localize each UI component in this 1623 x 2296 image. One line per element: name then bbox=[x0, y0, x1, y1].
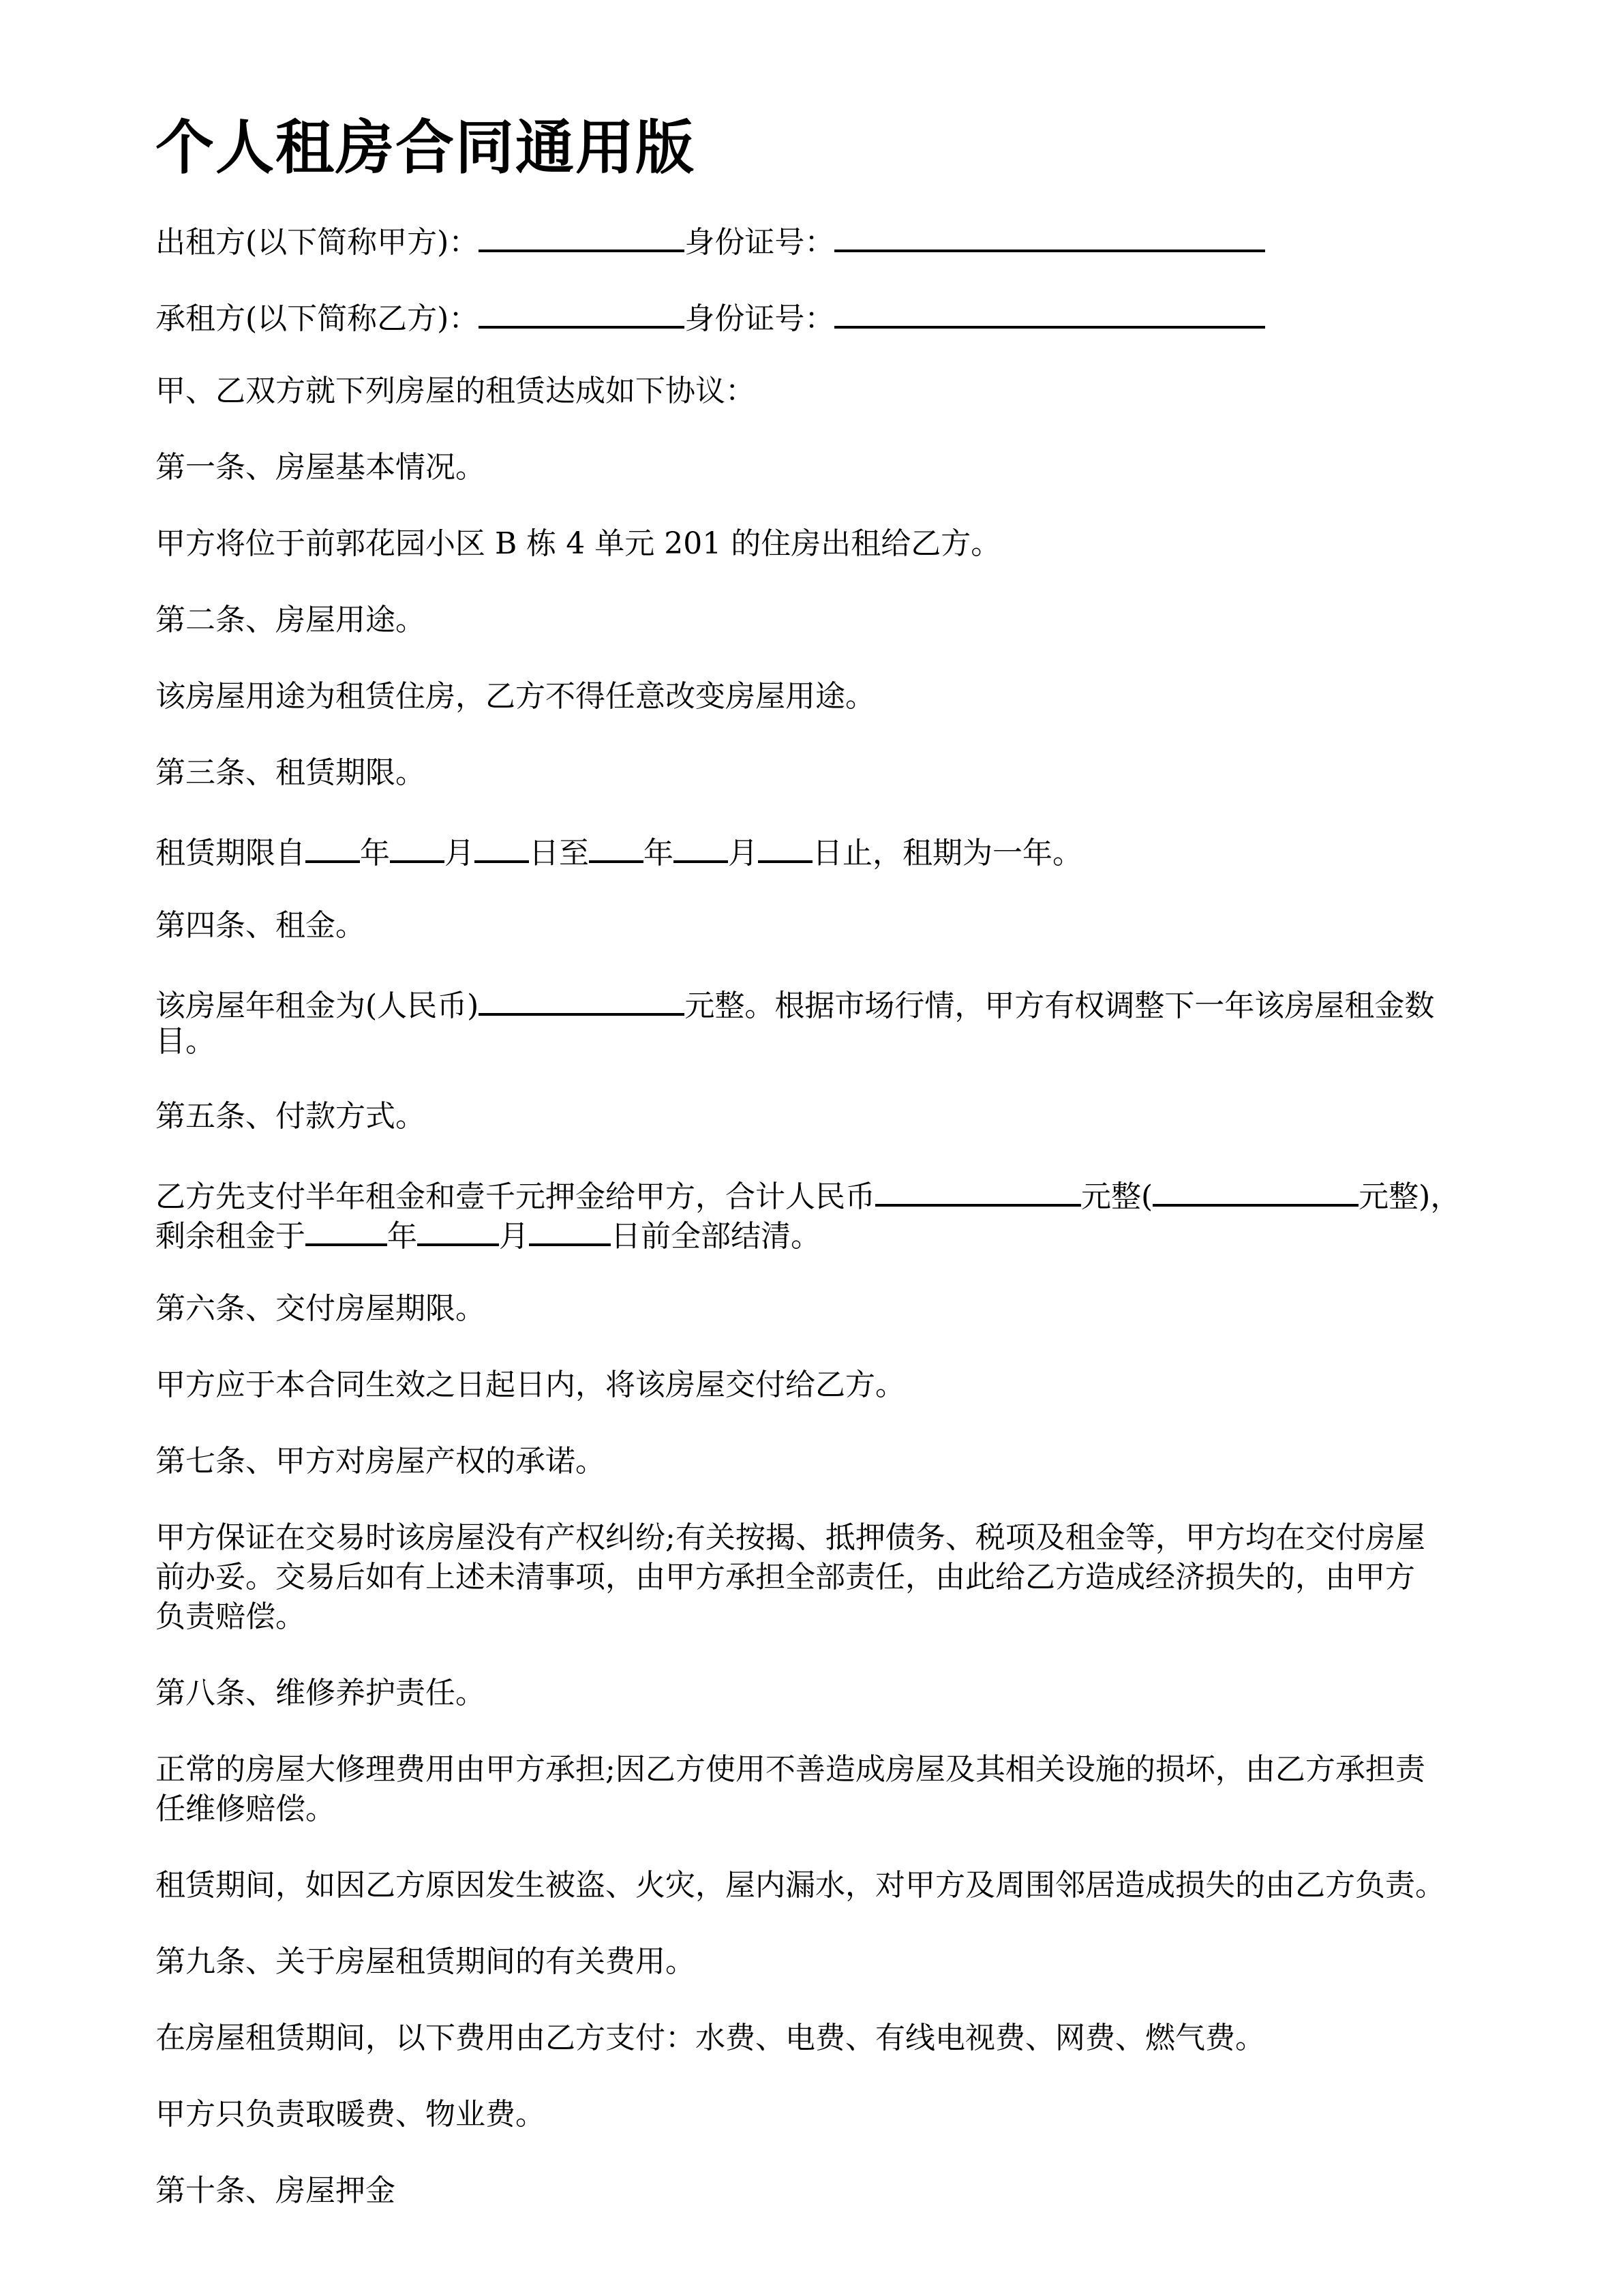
year-label: 年 bbox=[360, 836, 390, 871]
start-day-blank bbox=[474, 829, 529, 863]
article8-line-2: 任维修赔偿。 bbox=[155, 1792, 335, 1826]
day-to-label: 日至 bbox=[529, 836, 589, 871]
lessee-id-blank bbox=[834, 294, 1265, 329]
lessee-label: 承租方(以下简称乙方)： bbox=[155, 301, 479, 336]
month-label: 月 bbox=[499, 1219, 529, 1254]
article7-line-1: 甲方保证在交易时该房屋没有产权纠纷;有关按揭、抵押债务、税项及租金等，甲方均在交付房屋 bbox=[155, 1520, 1425, 1555]
pay-month-blank bbox=[417, 1212, 499, 1246]
intro-text: 甲、乙双方就下列房屋的租赁达成如下协议： bbox=[155, 374, 755, 408]
article9-heading: 第九条、关于房屋租赁期间的有关费用。 bbox=[155, 1944, 695, 1979]
article8-heading: 第八条、维修养护责任。 bbox=[155, 1676, 485, 1710]
month-label: 月 bbox=[444, 836, 474, 871]
lease-term-prefix: 租赁期限自 bbox=[155, 836, 305, 871]
month-label: 月 bbox=[728, 836, 758, 871]
day-end-label: 日止，租期为一年。 bbox=[813, 836, 1082, 871]
rent-line bbox=[155, 982, 1434, 1027]
remaining-suffix: 日前全部结清。 bbox=[611, 1219, 821, 1254]
article1-heading: 第一条、房屋基本情况。 bbox=[155, 450, 485, 485]
article8-line-1: 正常的房屋大修理费用由甲方承担;因乙方使用不善造成房屋及其相关设施的损坏，由乙方承担责 bbox=[155, 1752, 1425, 1787]
article10-heading: 第十条、房屋押金 bbox=[155, 2173, 395, 2208]
payment-line-2 bbox=[155, 1212, 821, 1257]
total-amount-blank bbox=[875, 1173, 1081, 1207]
rent-suffix: 元整。根据市场行情，甲方有权调整下一年该房屋租金数 bbox=[684, 988, 1435, 1023]
payment-prefix: 乙方先支付半年租金和壹千元押金给甲方，合计人民币 bbox=[155, 1179, 875, 1214]
start-month-blank bbox=[390, 829, 444, 863]
lessor-label: 出租方(以下简称甲方)： bbox=[155, 225, 479, 260]
year-label: 年 bbox=[643, 836, 673, 871]
article7-line-2: 前办妥。交易后如有上述未清事项，由甲方承担全部责任，由此给乙方造成经济损失的，由甲方 bbox=[155, 1560, 1415, 1595]
rent-line-2: 目。 bbox=[155, 1024, 215, 1059]
lessee-id-label: 身份证号： bbox=[684, 301, 835, 336]
end-year-blank bbox=[589, 829, 643, 863]
lessor-id-blank bbox=[834, 218, 1265, 252]
article4-heading: 第四条、租金。 bbox=[155, 908, 365, 943]
article7-heading: 第七条、甲方对房屋产权的承诺。 bbox=[155, 1444, 605, 1479]
pay-year-blank bbox=[305, 1212, 387, 1246]
lessor-name-blank bbox=[479, 218, 684, 252]
end-day-blank bbox=[758, 829, 813, 863]
article6-text: 甲方应于本合同生效之日起日内，将该房屋交付给乙方。 bbox=[155, 1368, 905, 1402]
lessee-name-blank bbox=[479, 294, 684, 329]
payment-line bbox=[155, 1173, 1460, 1218]
document-title: 个人租房合同通用版 bbox=[155, 114, 695, 182]
article9-text-1: 在房屋租赁期间，以下费用由乙方支付：水费、电费、有线电视费、网费、燃气费。 bbox=[155, 2021, 1265, 2055]
total-amount-capital-blank bbox=[1153, 1173, 1359, 1207]
lessee-line bbox=[155, 294, 1265, 339]
article1-text: 甲方将位于前郭花园小区 B 栋 4 单元 201 的住房出租给乙方。 bbox=[155, 526, 1001, 561]
article2-heading: 第二条、房屋用途。 bbox=[155, 603, 425, 637]
rent-prefix: 该房屋年租金为(人民币) bbox=[155, 988, 479, 1023]
payment-mid: 元整( bbox=[1081, 1179, 1153, 1214]
end-month-blank bbox=[673, 829, 728, 863]
article3-heading: 第三条、租赁期限。 bbox=[155, 755, 425, 790]
year-label: 年 bbox=[387, 1219, 417, 1254]
article2-text: 该房屋用途为租赁住房，乙方不得任意改变房屋用途。 bbox=[155, 679, 875, 714]
lease-term-line bbox=[155, 829, 1082, 874]
lessor-line bbox=[155, 218, 1265, 263]
pay-day-blank bbox=[529, 1212, 611, 1246]
article8-text-2: 租赁期间，如因乙方原因发生被盗、火灾，屋内漏水，对甲方及周围邻居造成损失的由乙方负责。 bbox=[155, 1868, 1445, 1903]
lessor-id-label: 身份证号： bbox=[684, 225, 835, 260]
article5-heading: 第五条、付款方式。 bbox=[155, 1099, 425, 1134]
article7-line-3: 负责赔偿。 bbox=[155, 1599, 305, 1634]
start-year-blank bbox=[305, 829, 360, 863]
payment-suffix: 元整)， bbox=[1359, 1179, 1461, 1214]
remaining-prefix: 剩余租金于 bbox=[155, 1219, 305, 1254]
article9-text-2: 甲方只负责取暖费、物业费。 bbox=[155, 2097, 545, 2132]
annual-rent-blank bbox=[479, 982, 684, 1016]
article6-heading: 第六条、交付房屋期限。 bbox=[155, 1291, 485, 1326]
